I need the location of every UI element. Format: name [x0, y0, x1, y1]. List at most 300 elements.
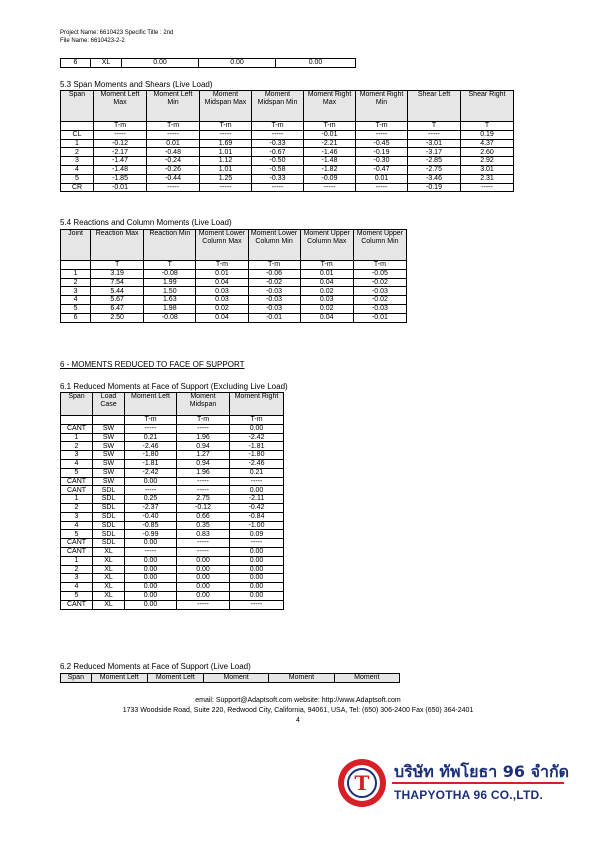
table-cell: 0.21: [125, 433, 177, 442]
table-cell: -0.08: [144, 313, 196, 322]
table-cell: -0.05: [353, 269, 406, 278]
table-cell: -1.80: [230, 451, 284, 460]
table-cell: CANT: [61, 477, 93, 486]
company-thai-name: บริษัท ทัพโยธา 96 จำกัด: [394, 762, 570, 781]
table-cell: 4: [61, 583, 93, 592]
table-row: [61, 269, 407, 278]
table-cell: 0.00: [125, 477, 177, 486]
column-header: Reaction Max: [91, 230, 144, 261]
table-cell: -----: [230, 600, 284, 609]
table-cell: 6: [61, 59, 91, 68]
table-cell: -1.47: [94, 157, 147, 166]
table-cell: CL: [61, 130, 94, 139]
table-row: [61, 278, 407, 287]
table-cell: 0.00: [199, 59, 276, 68]
table-cell: -2.17: [94, 148, 147, 157]
table-cell: SDL: [93, 486, 125, 495]
table-cell: 3: [61, 451, 93, 460]
table-cell: SDL: [93, 495, 125, 504]
table-cell: SW: [93, 424, 125, 433]
table-cell: -0.02: [353, 278, 406, 287]
table-header-row: [61, 393, 284, 416]
table-cell: 0.94: [177, 459, 230, 468]
unit-cell: T-m: [196, 261, 248, 270]
column-header: Moment Left: [91, 674, 147, 683]
table-cell: 0.66: [177, 512, 230, 521]
table-cell: -1.46: [304, 148, 356, 157]
table-cell: 0.02: [300, 287, 353, 296]
project-name-line: Project Name: 6610423 Specific Title : 2nd: [60, 30, 174, 36]
table-cell: -2.37: [125, 503, 177, 512]
table-cell: -----: [177, 477, 230, 486]
table-cell: -0.08: [144, 269, 196, 278]
table-cell: -0.58: [252, 165, 304, 174]
column-header: Moment Left: [147, 674, 203, 683]
table-cell: 0.00: [125, 565, 177, 574]
table-row: [61, 459, 284, 468]
table-header-row: [61, 230, 407, 261]
table-cell: -2.21: [304, 139, 356, 148]
table-cell: 0.00: [177, 591, 230, 600]
table-cell: 5: [61, 304, 91, 313]
column-header: Moment Left Min: [147, 91, 200, 122]
table-cell: 0.00: [230, 486, 284, 495]
table-cell: -0.99: [125, 530, 177, 539]
table-cell: -----: [252, 183, 304, 192]
table-cell: -2.42: [230, 433, 284, 442]
column-header: Span: [61, 393, 93, 416]
table-cell: 3: [61, 287, 91, 296]
column-header: Moment: [334, 674, 399, 683]
unit-cell: [61, 122, 94, 131]
table-cell: -0.03: [353, 287, 406, 296]
table-cell: 0.00: [230, 565, 284, 574]
table-cell: 1: [61, 269, 91, 278]
table-cell: -0.03: [248, 287, 300, 296]
table-row: [61, 433, 284, 442]
table-cell: 1.27: [177, 451, 230, 460]
table-cell: -----: [94, 130, 147, 139]
table-row: [61, 556, 284, 565]
table-cell: SW: [93, 459, 125, 468]
table-cell: 0.00: [125, 539, 177, 548]
table-cell: -----: [177, 486, 230, 495]
table-cell: SW: [93, 442, 125, 451]
table-cell: SW: [93, 468, 125, 477]
table-cell: -0.09: [304, 174, 356, 183]
column-header: Moment Right Max: [304, 91, 356, 122]
units-row: [61, 122, 514, 131]
column-header: Span: [61, 674, 92, 683]
table-cell: -----: [252, 130, 304, 139]
table-row: [61, 486, 284, 495]
table-cell: 0.00: [230, 556, 284, 565]
column-header: Shear Right: [461, 91, 514, 122]
units-row: [61, 261, 407, 270]
unit-cell: T-m: [94, 122, 147, 131]
table-cell: -1.48: [94, 165, 147, 174]
table-cell: -0.67: [252, 148, 304, 157]
table-cell: 0.94: [177, 442, 230, 451]
table-cell: 1.50: [144, 287, 196, 296]
table-cell: -0.30: [356, 157, 408, 166]
table-cell: -2.42: [125, 468, 177, 477]
table-cell: 0.00: [230, 574, 284, 583]
table-cell: 1: [61, 139, 94, 148]
table-cell: 4: [61, 165, 94, 174]
table-cell: 3: [61, 574, 93, 583]
table-row: [61, 424, 284, 433]
table-row: [61, 512, 284, 521]
table-cell: -----: [147, 183, 200, 192]
unit-cell: T-m: [230, 416, 284, 425]
table-row: [61, 539, 284, 548]
column-header: Moment Upper Column Min: [353, 230, 406, 261]
table-cell: 2.75: [177, 495, 230, 504]
table-cell: -0.03: [248, 304, 300, 313]
table-header-row: [61, 91, 514, 122]
table-cell: SW: [93, 433, 125, 442]
unit-cell: [93, 416, 125, 425]
unit-cell: T-m: [353, 261, 406, 270]
table-cell: SDL: [93, 539, 125, 548]
table-cell: 5.67: [91, 296, 144, 305]
table-cell: 0.25: [125, 495, 177, 504]
table-cell: CANT: [61, 424, 93, 433]
table-cell: -0.01: [353, 313, 406, 322]
unit-cell: [61, 261, 91, 270]
table-cell: 0.03: [300, 296, 353, 305]
table-cell: 6.47: [91, 304, 144, 313]
column-header: Moment Midspan Max: [200, 91, 252, 122]
table-cell: 4: [61, 296, 91, 305]
table-cell: XL: [93, 556, 125, 565]
table-cell: 4.37: [461, 139, 514, 148]
table-cell: 0.01: [196, 269, 248, 278]
table-cell: 0.03: [196, 296, 248, 305]
table-cell: 1: [61, 556, 93, 565]
table-cell: 1.25: [200, 174, 252, 183]
table-cell: -1.00: [230, 521, 284, 530]
table-cell: 0.03: [196, 287, 248, 296]
table-cell: -0.47: [356, 165, 408, 174]
table-cell: 5: [61, 468, 93, 477]
table-row: [61, 442, 284, 451]
table-cell: -0.01: [248, 313, 300, 322]
table-cell: -0.26: [147, 165, 200, 174]
column-header: Moment Left: [125, 393, 177, 416]
table-cell: 1.96: [177, 468, 230, 477]
table-cell: 0.01: [147, 139, 200, 148]
table-row: [61, 130, 514, 139]
table-cell: 5: [61, 174, 94, 183]
table-cell: 0.00: [177, 583, 230, 592]
table-cell: 1.69: [200, 139, 252, 148]
table-row: [61, 468, 284, 477]
table-cell: 0.02: [196, 304, 248, 313]
unit-cell: T-m: [177, 416, 230, 425]
table-cell: 3.01: [461, 165, 514, 174]
table-cell: -0.40: [125, 512, 177, 521]
table-cell: SDL: [93, 521, 125, 530]
unit-cell: T-m: [252, 122, 304, 131]
table-cell: 5: [61, 530, 93, 539]
column-header: Span: [61, 91, 94, 122]
table-cell: 0.02: [300, 304, 353, 313]
table-cell: 0.19: [461, 130, 514, 139]
table-cell: 1.96: [177, 433, 230, 442]
table-row: [61, 183, 514, 192]
table-cell: -0.33: [252, 139, 304, 148]
table-cell: 0.00: [177, 556, 230, 565]
table-cell: 2: [61, 148, 94, 157]
table-row: [61, 503, 284, 512]
table-cell: -----: [230, 539, 284, 548]
table-cell: 3: [61, 157, 94, 166]
table-cell: 1: [61, 433, 93, 442]
table-row: [61, 495, 284, 504]
table-cell: 2: [61, 278, 91, 287]
unit-cell: T: [461, 122, 514, 131]
table-cell: CANT: [61, 539, 93, 548]
footer-address: 1733 Woodside Road, Suite 220, Redwood City, California, 94061, USA, Tel: (650) 306-2400 Fax (650) 364-2401: [122, 707, 474, 714]
table-cell: 2.92: [461, 157, 514, 166]
table-cell: -0.02: [248, 278, 300, 287]
table-row: [61, 296, 407, 305]
table-cell: -0.45: [356, 139, 408, 148]
table-cell: -2.46: [230, 459, 284, 468]
reactions-column-moments-table: [60, 229, 407, 323]
table-cell: 2.31: [461, 174, 514, 183]
table-cell: -3.46: [408, 174, 461, 183]
table-cell: 0.00: [177, 574, 230, 583]
table-cell: 5.44: [91, 287, 144, 296]
column-header: Moment Lower Column Max: [196, 230, 248, 261]
table-cell: 0.00: [230, 583, 284, 592]
table-cell: 2.60: [461, 148, 514, 157]
table-cell: 0.35: [177, 521, 230, 530]
table-cell: -1.85: [94, 174, 147, 183]
table-cell: -----: [125, 424, 177, 433]
unit-cell: T-m: [300, 261, 353, 270]
column-header: Shear Left: [408, 91, 461, 122]
company-logo: [336, 756, 570, 810]
table-row: [61, 565, 284, 574]
unit-cell: T: [408, 122, 461, 131]
unit-cell: T-m: [147, 122, 200, 131]
table-cell: 2: [61, 565, 93, 574]
table-cell: 0.00: [125, 600, 177, 609]
column-header: Moment Midspan: [177, 393, 230, 416]
table-cell: -----: [356, 130, 408, 139]
table-cell: SDL: [93, 530, 125, 539]
unit-cell: T: [91, 261, 144, 270]
table-cell: -1.82: [304, 165, 356, 174]
table-row: [61, 591, 284, 600]
table-cell: -0.01: [94, 183, 147, 192]
table-cell: 1.99: [144, 278, 196, 287]
table-cell: -----: [304, 183, 356, 192]
table-cell: -----: [177, 539, 230, 548]
table-row: [61, 583, 284, 592]
table-cell: -0.19: [356, 148, 408, 157]
table-cell: -0.12: [177, 503, 230, 512]
section-6-2-title: 6.2 Reduced Moments at Face of Support (Live Load): [60, 662, 251, 671]
table-cell: 0.04: [196, 313, 248, 322]
table-cell: -----: [125, 486, 177, 495]
table-cell: CANT: [61, 600, 93, 609]
table-row: [61, 574, 284, 583]
table-cell: SW: [93, 477, 125, 486]
table-cell: -0.24: [147, 157, 200, 166]
table-cell: -3.17: [408, 148, 461, 157]
column-header: Load Case: [93, 393, 125, 416]
unit-cell: T-m: [248, 261, 300, 270]
column-header: Joint: [61, 230, 91, 261]
table-cell: -1.81: [230, 442, 284, 451]
table-cell: 0.00: [125, 583, 177, 592]
table-cell: SDL: [93, 503, 125, 512]
section-5-4-title: 5.4 Reactions and Column Moments (Live Load): [60, 218, 232, 227]
logo-divider: [392, 782, 564, 784]
column-header: Moment Lower Column Min: [248, 230, 300, 261]
column-header: Moment Midspan Min: [252, 91, 304, 122]
table-cell: 3: [61, 512, 93, 521]
table-cell: -0.84: [230, 512, 284, 521]
table-cell: 1.01: [200, 165, 252, 174]
table-cell: 1.01: [200, 148, 252, 157]
table-row: [61, 547, 284, 556]
table-cell: -----: [356, 183, 408, 192]
table-cell: -0.48: [147, 148, 200, 157]
table-cell: -1.81: [125, 459, 177, 468]
table-row: [61, 139, 514, 148]
table-row: [61, 174, 514, 183]
table-cell: XL: [93, 565, 125, 574]
table-cell: -0.50: [252, 157, 304, 166]
table-cell: -----: [461, 183, 514, 192]
table-row: [61, 287, 407, 296]
table-cell: 0.21: [230, 468, 284, 477]
column-header: Moment: [203, 674, 268, 683]
column-header: Reaction Min: [144, 230, 196, 261]
table-row: [61, 304, 407, 313]
table-cell: XL: [93, 547, 125, 556]
column-header: Moment Upper Column Max: [300, 230, 353, 261]
table-cell: -----: [177, 547, 230, 556]
table-cell: 1.63: [144, 296, 196, 305]
table-row: [61, 157, 514, 166]
table-row: [61, 148, 514, 157]
table-cell: -----: [177, 424, 230, 433]
footer-contact: email: Support@Adaptsoft.com website: http://www.Adaptsoft.com: [195, 697, 401, 704]
table-cell: CANT: [61, 486, 93, 495]
table-cell: XL: [93, 574, 125, 583]
table-cell: 0.00: [122, 59, 199, 68]
table-row: [61, 477, 284, 486]
table-row: [61, 521, 284, 530]
reduced-moments-table: [60, 392, 284, 610]
table-cell: -0.02: [353, 296, 406, 305]
table-cell: -----: [230, 477, 284, 486]
table-cell: -----: [408, 130, 461, 139]
table-cell: 0.00: [230, 424, 284, 433]
column-header: Moment Right: [230, 393, 284, 416]
table-cell: 0.09: [230, 530, 284, 539]
table-cell: -----: [200, 183, 252, 192]
unit-cell: T-m: [125, 416, 177, 425]
table-cell: -0.42: [230, 503, 284, 512]
table-cell: 0.04: [300, 313, 353, 322]
top-continuation-table: [60, 58, 356, 68]
table-cell: SDL: [93, 512, 125, 521]
company-english-name: THAPYOTHA 96 CO.,LTD.: [394, 788, 543, 802]
table-cell: 0.00: [230, 591, 284, 600]
file-name-line: File Name: 6610423-2-2: [60, 38, 125, 44]
table-cell: -----: [125, 547, 177, 556]
section-6-1-title: 6.1 Reduced Moments at Face of Support (Excluding Live Load): [60, 382, 288, 391]
units-row: [61, 416, 284, 425]
table-cell: 4: [61, 459, 93, 468]
table-cell: 7.54: [91, 278, 144, 287]
section-5-3-title: 5.3 Span Moments and Shears (Live Load): [60, 80, 213, 89]
table-cell: -2.85: [408, 157, 461, 166]
table-cell: 2: [61, 503, 93, 512]
table-cell: -0.03: [248, 296, 300, 305]
table-cell: 0.04: [300, 278, 353, 287]
span-moments-shears-table: [60, 90, 514, 192]
table-cell: 0.00: [125, 591, 177, 600]
table-cell: 4: [61, 521, 93, 530]
table-row: [61, 313, 407, 322]
table-cell: -0.12: [94, 139, 147, 148]
table-cell: 6: [61, 313, 91, 322]
table-cell: 0.04: [196, 278, 248, 287]
company-emblem-icon: [336, 757, 388, 809]
table-cell: SW: [93, 451, 125, 460]
unit-cell: T: [144, 261, 196, 270]
table-cell: -1.80: [125, 451, 177, 460]
page-number: 4: [296, 717, 300, 724]
emblem-letter: T: [354, 771, 370, 795]
table-cell: CANT: [61, 547, 93, 556]
table-cell: 3.19: [91, 269, 144, 278]
unit-cell: T-m: [304, 122, 356, 131]
table-cell: -2.75: [408, 165, 461, 174]
table-cell: -0.03: [353, 304, 406, 313]
table-cell: 5: [61, 591, 93, 600]
table-cell: 0.00: [125, 574, 177, 583]
table-cell: -0.19: [408, 183, 461, 192]
table-cell: -2.46: [125, 442, 177, 451]
table-cell: 0.01: [300, 269, 353, 278]
table-row: [61, 165, 514, 174]
table-cell: XL: [93, 600, 125, 609]
table-cell: -0.06: [248, 269, 300, 278]
unit-cell: T-m: [356, 122, 408, 131]
table-cell: 1: [61, 495, 93, 504]
reduced-moments-live-table: [60, 673, 400, 683]
table-cell: 0.00: [177, 565, 230, 574]
table-cell: -0.33: [252, 174, 304, 183]
table-cell: -2.11: [230, 495, 284, 504]
table-cell: CR: [61, 183, 94, 192]
table-cell: -0.44: [147, 174, 200, 183]
table-row: [61, 600, 284, 609]
table-cell: 2.50: [91, 313, 144, 322]
column-header: Moment: [269, 674, 334, 683]
table-cell: -3.01: [408, 139, 461, 148]
